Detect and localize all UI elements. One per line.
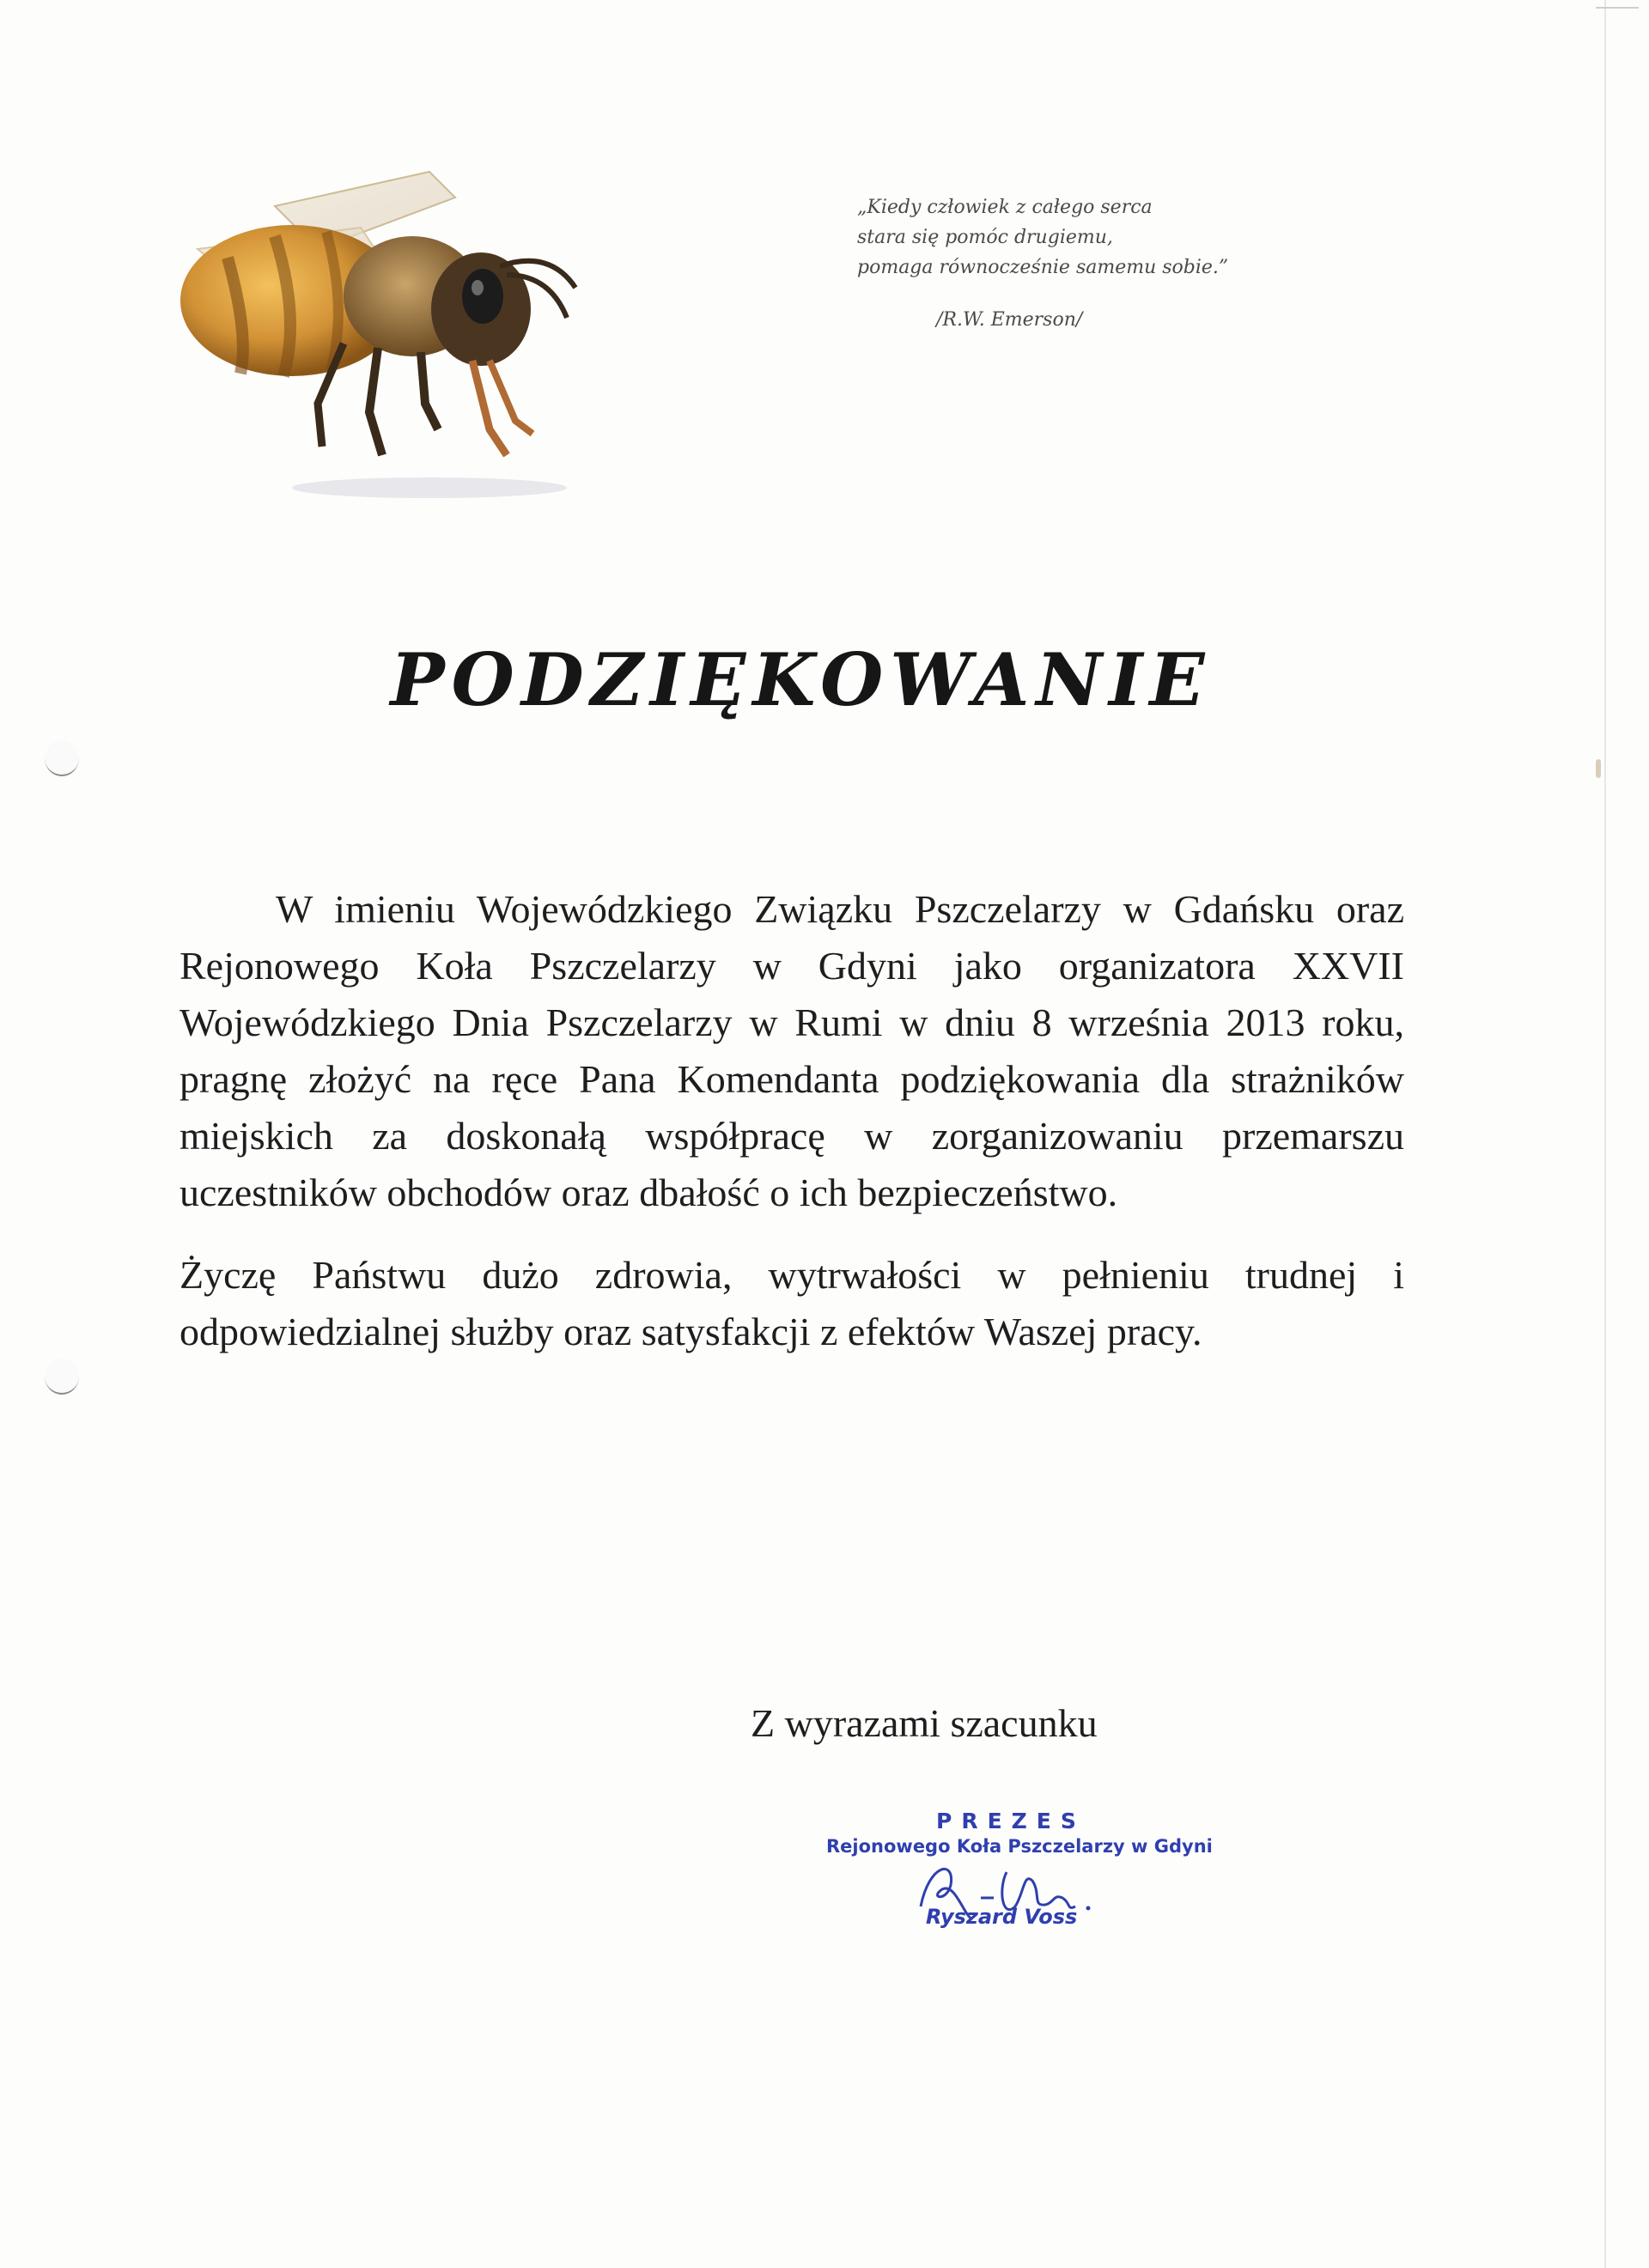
motto-quote bbox=[857, 192, 1252, 335]
scan-corner-mark bbox=[1596, 7, 1639, 9]
signature-stamp bbox=[826, 1803, 1213, 1941]
letter-title: PODZIĘKOWANIE bbox=[390, 637, 1212, 722]
motto-line-3: pomaga równocześnie samemu sobie.” bbox=[857, 257, 1229, 278]
stamp-name: Ryszard Voss bbox=[926, 1905, 1078, 1929]
body-paragraph-1: W imieniu Wojewódzkiego Związku Pszczelarzy w Gdańsku oraz Rejonowego Koła Pszczelarzy w Gdyni jako organizatora XXVII Wojewódzkiego Dnia Pszczelarzy w Rumi w dniu 8 września 2013 roku, pragnę złożyć na ręce Pana Komendanta podziękowania dla strażników miejskich za doskonałą współpracę w zorganizowaniu przemarszu uczestników obchodów oraz dbałość o ich bezpieczeństwo. bbox=[180, 887, 1404, 1214]
scan-side-mark bbox=[1596, 759, 1601, 778]
motto-author: /R.W. Emerson/ bbox=[936, 309, 1083, 331]
motto-line-2: stara się pomóc drugiemu, bbox=[857, 227, 1113, 248]
stamp-organization: Rejonowego Koła Pszczelarzy w Gdyni bbox=[826, 1836, 1213, 1857]
stamp-title: PREZES bbox=[936, 1809, 1086, 1833]
scan-edge bbox=[1604, 0, 1606, 2268]
closing-phrase: Z wyrazami szacunku bbox=[751, 1701, 1098, 1745]
letter-body bbox=[180, 881, 1404, 1360]
body-paragraph-2: Życzę Państwu dużo zdrowia, wytrwałości w pełnieniu trudnej i odpowiedzialnej służby oraz satysfakcji z efektów Waszej pracy. bbox=[180, 1253, 1404, 1353]
punch-hole-top bbox=[45, 740, 79, 776]
motto-line-1: „Kiedy człowiek z całego serca bbox=[857, 197, 1153, 218]
bee-illustration bbox=[146, 146, 627, 507]
punch-hole-bottom bbox=[45, 1359, 79, 1395]
